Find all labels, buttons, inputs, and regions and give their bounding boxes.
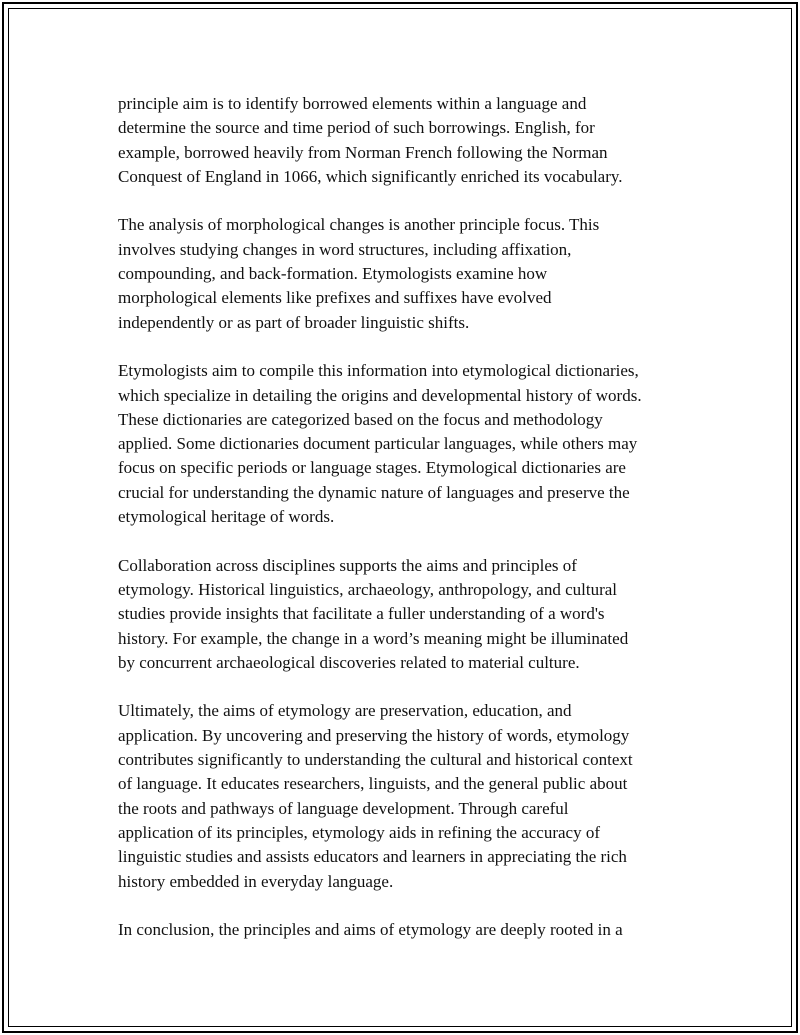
text-line: independently or as part of broader linguistic shifts.	[118, 312, 470, 332]
text-line: Conquest of England in 1066, which significantly enriched its vocabulary.	[118, 166, 623, 186]
text-line: involves studying changes in word structures, including affixation,	[118, 239, 572, 259]
text-line: Collaboration across disciplines supports the aims and principles of	[118, 555, 577, 575]
paragraph-conclusion	[118, 918, 688, 942]
paragraph-collaboration	[118, 554, 688, 675]
text-line: history embedded in everyday language.	[118, 871, 394, 891]
text-line: These dictionaries are categorized based on the focus and methodology	[118, 409, 603, 429]
text-line: application of its principles, etymology aids in refining the accuracy of	[118, 822, 600, 842]
text-line: application. By uncovering and preserving the history of words, etymology	[118, 725, 630, 745]
text-line: the roots and pathways of language development. Through careful	[118, 798, 569, 818]
text-line: principle aim is to identify borrowed elements within a language and	[118, 94, 587, 113]
text-line: example, borrowed heavily from Norman French following the Norman	[118, 142, 608, 162]
text-line: crucial for understanding the dynamic nature of languages and preserve the	[118, 482, 630, 502]
text-line: In conclusion, the principles and aims of etymology are deeply rooted in a	[118, 920, 623, 940]
text-line: linguistic studies and assists educators and learners in appreciating the rich	[118, 847, 627, 867]
text-line: studies provide insights that facilitate a fuller understanding of a word's	[118, 604, 605, 624]
document-body	[118, 92, 688, 967]
text-line: history. For example, the change in a word’s meaning might be illuminated	[118, 628, 629, 648]
text-line: Etymologists aim to compile this information into etymological dictionaries,	[118, 361, 639, 381]
text-line: etymology. Historical linguistics, archaeology, anthropology, and cultural	[118, 579, 618, 599]
paragraph-aims	[118, 699, 688, 893]
text-line: determine the source and time period of such borrowings. English, for	[118, 118, 595, 138]
text-line: focus on specific periods or language stages. Etymological dictionaries are	[118, 458, 626, 478]
paragraph-dictionaries	[118, 359, 688, 529]
text-line: contributes significantly to understanding the cultural and historical context	[118, 750, 633, 770]
text-line: of language. It educates researchers, linguists, and the general public about	[118, 774, 628, 794]
paragraph-morphology	[118, 213, 688, 334]
text-line: compounding, and back-formation. Etymologists examine how	[118, 264, 548, 284]
text-line: The analysis of morphological changes is another principle focus. This	[118, 215, 600, 235]
text-line: by concurrent archaeological discoveries related to material culture.	[118, 652, 580, 672]
text-line: which specialize in detailing the origins and developmental history of words.	[118, 385, 642, 405]
paragraph-borrowings	[118, 92, 688, 189]
text-line: morphological elements like prefixes and suffixes have evolved	[118, 288, 552, 308]
text-line: etymological heritage of words.	[118, 507, 335, 527]
text-line: applied. Some dictionaries document particular languages, while others may	[118, 434, 638, 454]
text-line: Ultimately, the aims of etymology are preservation, education, and	[118, 701, 572, 721]
